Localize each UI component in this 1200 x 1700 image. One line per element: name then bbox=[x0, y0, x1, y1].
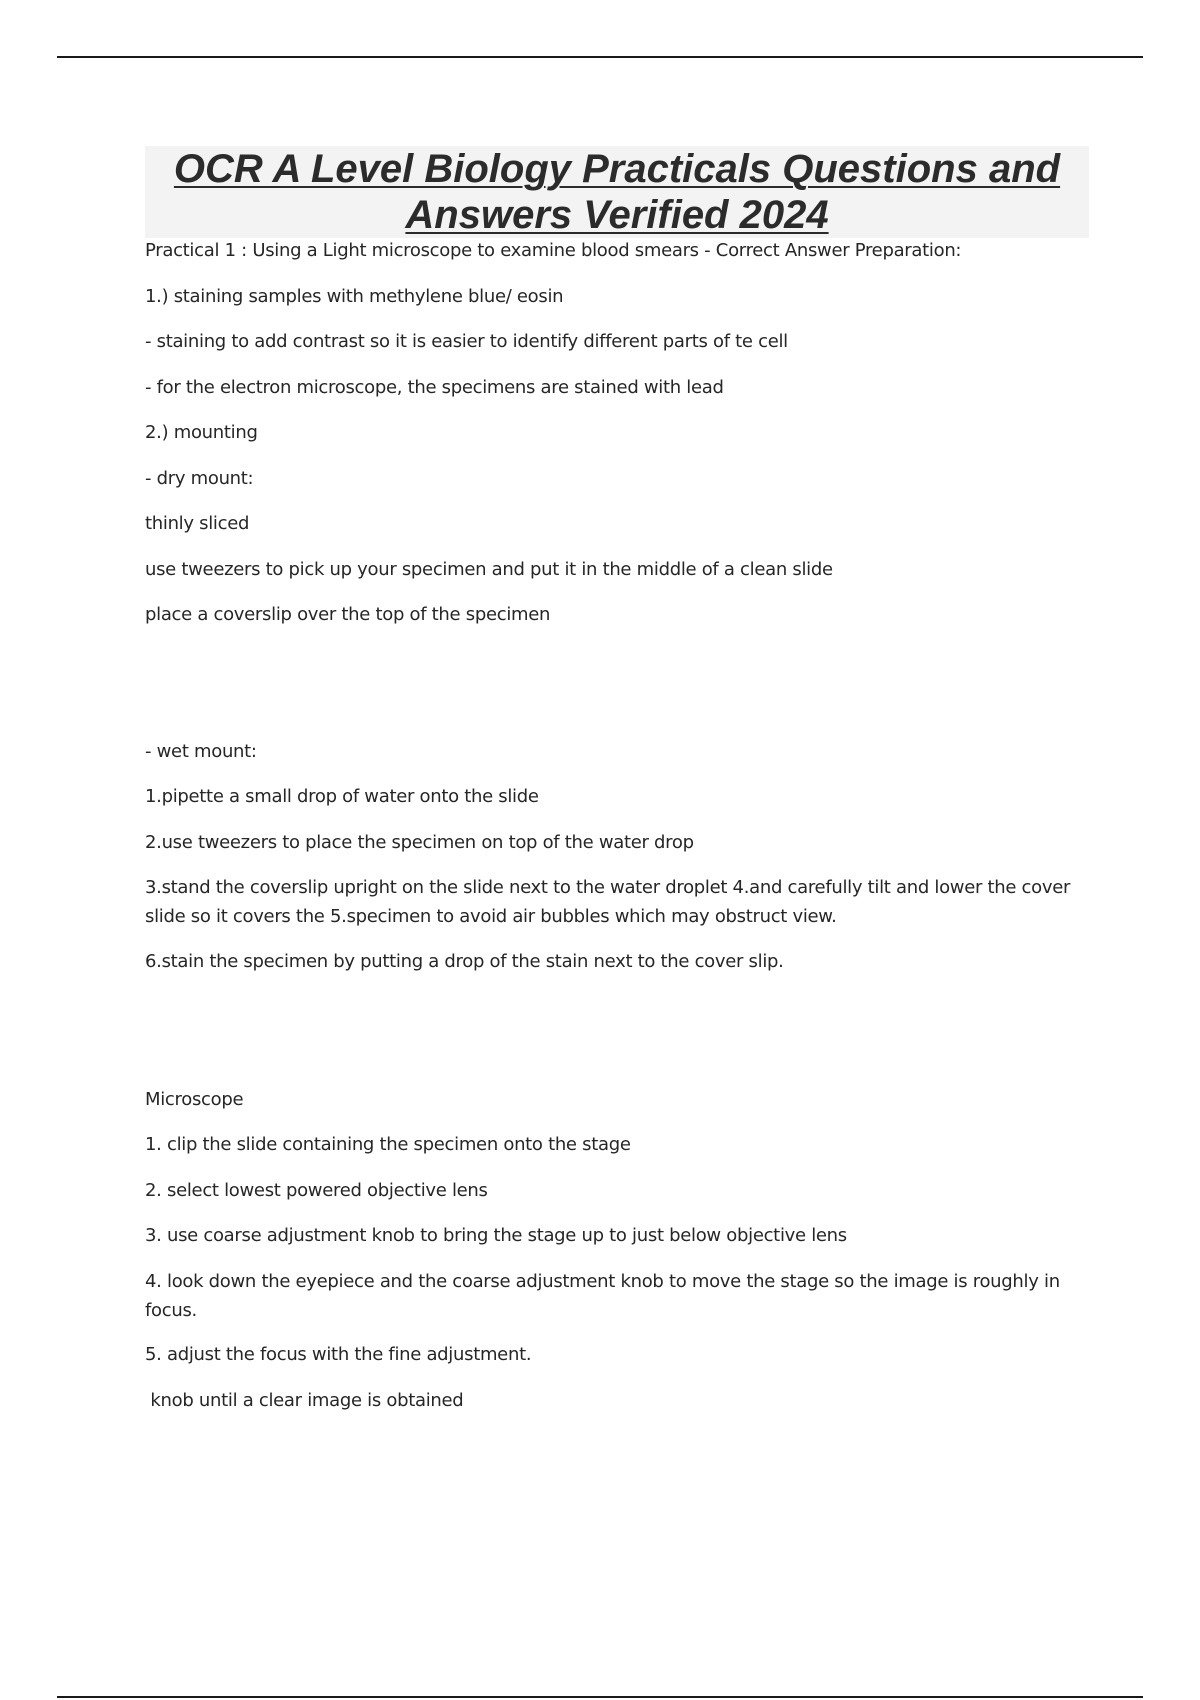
wet-mount-step: 3.stand the coverslip upright on the slide next to the water droplet 4.and carefully tilt and lower the cover slide so it covers the 5.specimen to avoid air bubbles which may obstruct view. bbox=[145, 877, 1071, 927]
microscope-step: 1. clip the slide containing the specimen onto the stage bbox=[145, 1134, 631, 1155]
practical-heading: Practical 1 : Using a Light microscope to examine blood smears - Correct Answer Preparation: bbox=[145, 240, 962, 261]
wet-mount-heading: - wet mount: bbox=[145, 741, 257, 762]
microscope-step: 3. use coarse adjustment knob to bring the stage up to just below objective lens bbox=[145, 1225, 847, 1246]
staining-step: 1.) staining samples with methylene blue/ eosin bbox=[145, 286, 564, 307]
microscope-step: 2. select lowest powered objective lens bbox=[145, 1180, 488, 1201]
dry-mount-heading: - dry mount: bbox=[145, 468, 254, 489]
dry-mount-step: thinly sliced bbox=[145, 513, 250, 534]
wet-mount-step: 6.stain the specimen by putting a drop of the stain next to the cover slip. bbox=[145, 951, 784, 972]
footer-rule bbox=[57, 1696, 1143, 1698]
wet-mount-step: 2.use tweezers to place the specimen on top of the water drop bbox=[145, 832, 694, 853]
staining-note: - staining to add contrast so it is easier to identify different parts of te cell bbox=[145, 331, 788, 352]
title-line-1: OCR A Level Biology Practicals Questions and bbox=[173, 147, 1061, 191]
microscope-step: 4. look down the eyepiece and the coarse adjustment knob to move the stage so the image is roughly in focus. bbox=[145, 1271, 1060, 1321]
staining-note: - for the electron microscope, the specimens are stained with lead bbox=[145, 377, 724, 398]
header-rule bbox=[57, 56, 1143, 58]
mounting-step: 2.) mounting bbox=[145, 422, 258, 443]
dry-mount-step: place a coverslip over the top of the specimen bbox=[145, 604, 551, 625]
microscope-heading: Microscope bbox=[145, 1089, 244, 1110]
document-title bbox=[145, 146, 1089, 238]
microscope-step: knob until a clear image is obtained bbox=[145, 1390, 464, 1411]
microscope-step: 5. adjust the focus with the fine adjustment. bbox=[145, 1344, 532, 1365]
dry-mount-step: use tweezers to pick up your specimen and put it in the middle of a clean slide bbox=[145, 559, 833, 580]
wet-mount-step: 1.pipette a small drop of water onto the slide bbox=[145, 786, 539, 807]
title-line-2: Answers Verified 2024 bbox=[405, 193, 829, 237]
